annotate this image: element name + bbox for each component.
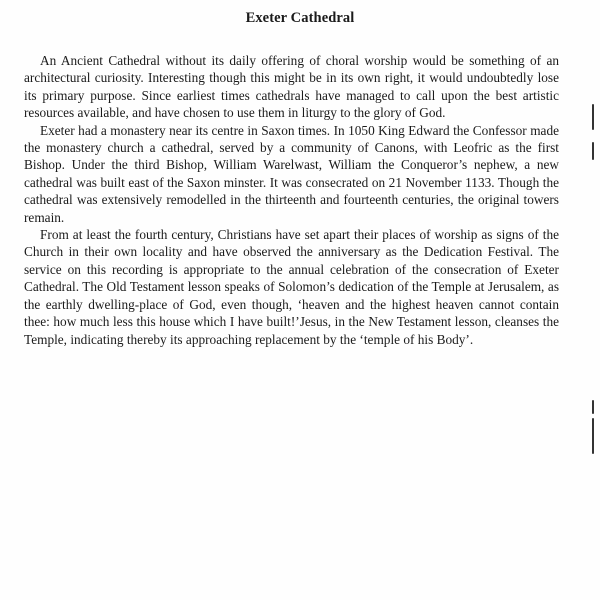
page-title: Exeter Cathedral [245, 10, 355, 26]
page-edge-mark [592, 418, 594, 454]
page-edge-mark [592, 400, 594, 414]
page-edge-mark [592, 142, 594, 160]
paragraph: From at least the fourth century, Christians have set apart their places of worship as signs of the Church in their own locality and have observed the anniversary as the Dedication Festival. The service on this recording is appropriate to the annual celebration of the consecration of Exeter Cathedral. The Old Testament lesson speaks of Solomon’s dedication of the Temple at Jerusalem, as the earthly dwelling-place of God, even though, ‘heaven and the highest heaven cannot contain thee: how much less this house which I have built!’Jesus, in the New Testament lesson, cleanses the Temple, indicating thereby its approaching replacement by the ‘temple of his Body’. [24, 227, 559, 347]
body-text [24, 52, 559, 348]
page-edge-mark [592, 104, 594, 130]
paragraph: Exeter had a monastery near its centre in Saxon times. In 1050 King Edward the Confessor made the monastery church a cathedral, served by a community of Canons, with Leofric as the first Bishop. Under the third Bishop, William Warelwast, William the Conqueror’s nephew, a new cathedral was built east of the Saxon minster. It was consecrated on 21 November 1133. Though the cathedral was extensively remodelled in the thirteenth and fourteenth centuries, the original towers remain. [24, 122, 559, 225]
paragraph: An Ancient Cathedral without its daily offering of choral worship would be something of an architectural curiosity. Interesting though this might be in its own right, it would undoubtedly lose its primary purpose. Since earliest times cathedrals have managed to call upon the best artistic resources available, and have chosen to use them in liturgy to the glory of God. [24, 53, 559, 121]
